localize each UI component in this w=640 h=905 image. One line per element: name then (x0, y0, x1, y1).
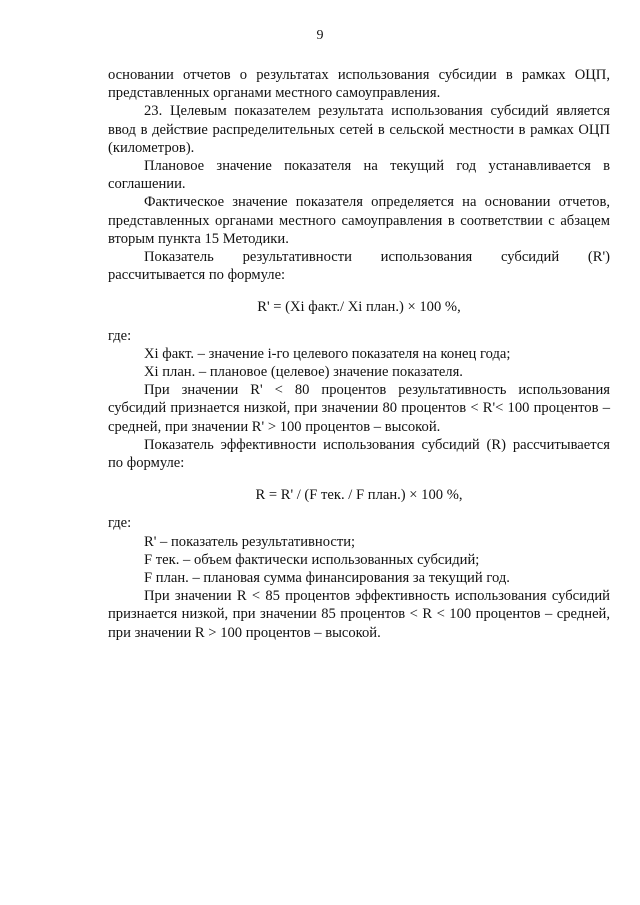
formula-r: R = R' / (F тек. / F план.) × 100 %, (255, 487, 463, 504)
paragraph-effectiveness-intro: Показатель результативности использования субсидий (R') рассчитывается по формуле: (108, 249, 610, 284)
definition-xi-fact: Xi факт. – значение i-го целевого показателя на конец года; (144, 345, 511, 362)
paragraph-r-thresholds: При значении R < 85 процентов эффективность использования субсидий признается низкой, при значении 85 процентов < R < 100 процентов – средней, при значении R > 100 процентов – высокой. (108, 588, 610, 641)
where-label-2: где: (108, 515, 132, 532)
where-label: где: (108, 327, 132, 344)
paragraph-planned-value: Плановое значение показателя на текущий год устанавливается в соглашении. (108, 158, 610, 193)
paragraph-efficiency-intro: Показатель эффективности использования субсидий (R) рассчитывается по формуле: (108, 436, 610, 472)
paragraph-item-23: 23. Целевым показателем результата использования субсидий является ввод в действие распределительных сетей в сельской местности в рамках ОЦП (километров). (108, 103, 610, 156)
definition-xi-plan: Xi план. – плановое (целевое) значение показателя. (144, 364, 463, 381)
paragraph-actual-value: Фактическое значение показателя определяется на основании отчетов, представленных органами местного самоуправления в соответствии с абзацем вторым пункта 15 Методики. (108, 194, 610, 247)
page-number: 9 (316, 28, 324, 43)
definition-r-prime: R' – показатель результативности; (144, 533, 356, 550)
paragraph-continuation: основании отчетов о результатах использования субсидии в рамках ОЦП, представленных органами местного самоуправления. (108, 67, 610, 102)
definition-f-tek: F тек. – объем фактически использованных субсидий; (144, 551, 480, 568)
definition-f-plan: F план. – плановая сумма финансирования за текущий год. (144, 570, 510, 587)
formula-r-prime: R' = (Xi факт./ Xi план.) × 100 %, (257, 299, 461, 316)
document-body (108, 66, 610, 642)
paragraph-r-prime-thresholds: При значении R' < 80 процентов результативность использования субсидий признается низкой, при значении 80 процентов < R'< 100 процентов – средней, при значении R' > 100 процентов – высокой. (108, 382, 610, 435)
